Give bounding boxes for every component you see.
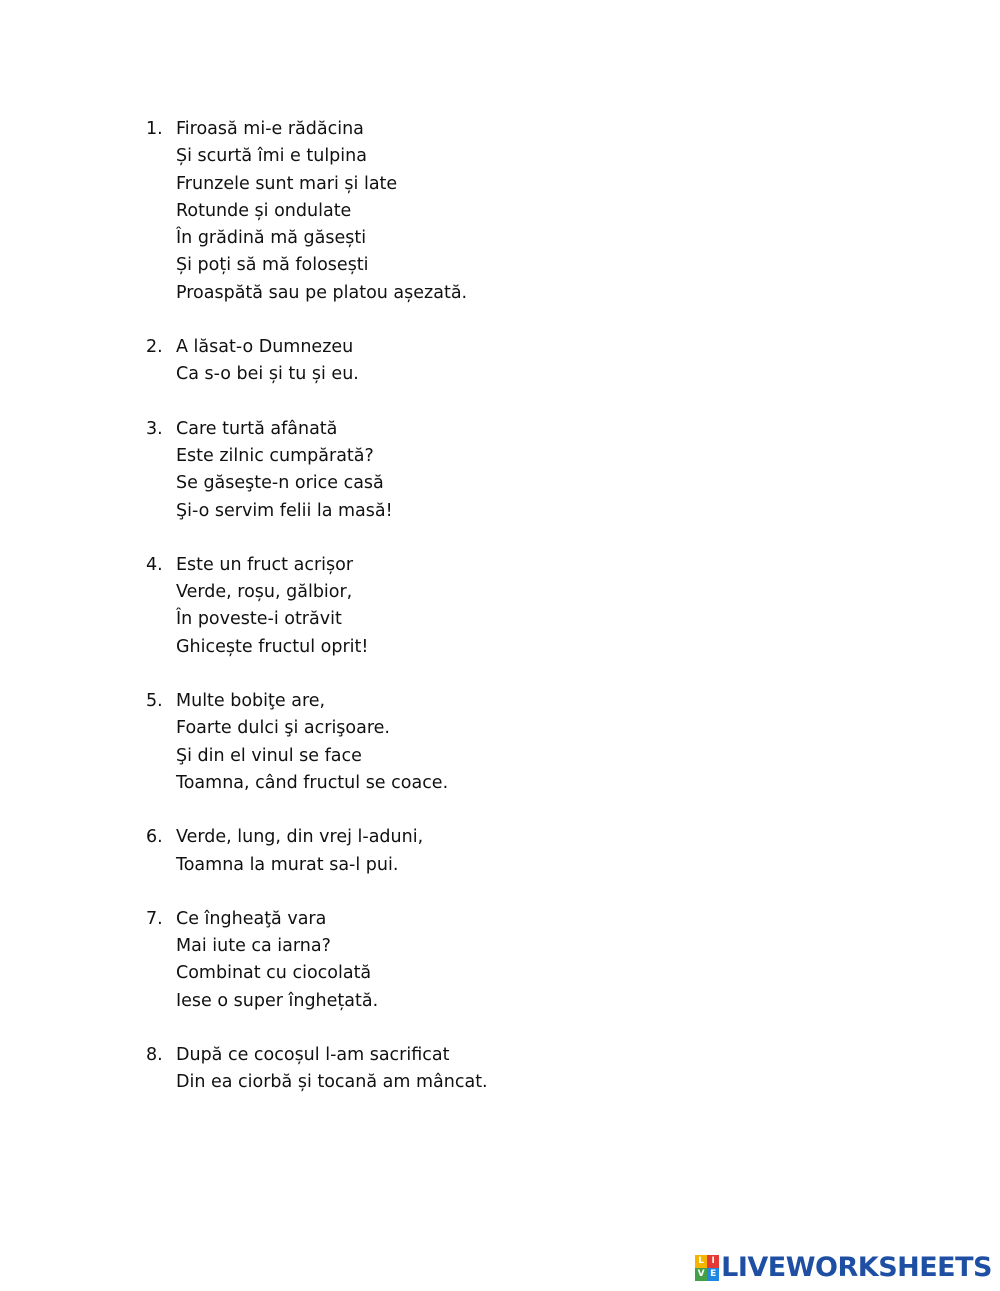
riddle-number: 6. [146,827,163,848]
riddle-line: Verde, lung, din vrej l-aduni, [176,827,424,848]
live-logo-letter: I [707,1255,719,1268]
riddle-line: Toamna, când fructul se coace. [176,772,449,793]
riddle-line: Este zilnic cumpărată? [176,445,374,466]
riddle-line: Şi din el vinul se face [176,745,362,766]
riddle-line: Este un fruct acrișor [176,554,354,575]
riddle-line: Foarte dulci şi acrişoare. [176,718,390,739]
riddle-line: Ca s-o bei și tu și eu. [176,364,359,385]
riddle-item [146,824,488,879]
riddle-line: Şi-o servim felii la masă! [176,500,393,521]
riddle-line: Multe bobiţe are, [176,691,326,712]
riddle-number: 2. [146,337,163,358]
riddle-line: Care turtă afânată [176,418,338,439]
riddle-line: Frunzele sunt mari și late [176,173,398,194]
riddle-number: 1. [146,119,163,139]
liveworksheets-logo [695,1251,992,1285]
live-logo-icon [695,1255,719,1281]
riddle-line: Iese o super înghețată. [176,990,379,1011]
riddle-item [146,552,488,661]
riddle-item [146,416,488,525]
riddle-number: 8. [146,1045,163,1066]
riddle-line: În poveste-i otrăvit [176,609,342,630]
riddle-line: Toamna la murat sa-l pui. [176,854,399,875]
riddle-line: Și poți să mă folosești [176,255,369,276]
riddle-line: În grădină mă găsești [176,228,367,249]
riddle-item [146,334,488,389]
riddle-number: 4. [146,554,163,575]
riddle-list [146,116,488,1124]
riddle-line: Proaspătă sau pe platou așezată. [176,282,468,303]
live-logo-letter: L [695,1255,707,1268]
riddle-line: A lăsat-o Dumnezeu [176,337,354,358]
riddle-item [146,1042,488,1097]
riddle-line: Și scurtă îmi e tulpina [176,146,367,167]
riddle-item [146,116,488,307]
riddle-line: Verde, roșu, gălbior, [176,582,353,603]
riddle-number: 7. [146,908,163,929]
riddle-item [146,906,488,1015]
riddle-line: După ce cocoșul l-am sacrificat [176,1045,450,1066]
riddle-item [146,688,488,797]
live-logo-letter: E [707,1268,719,1281]
riddle-number: 3. [146,418,163,439]
riddle-line: Rotunde și ondulate [176,200,352,221]
riddle-line: Firoasă mi-e rădăcina [176,119,364,139]
riddle-line: Se găseşte-n orice casă [176,473,384,494]
riddle-line: Din ea ciorbă și tocană am mâncat. [176,1072,488,1093]
riddle-number: 5. [146,691,163,712]
riddle-line: Ce îngheaţă vara [176,908,327,929]
live-logo-letter: V [695,1268,707,1281]
riddle-line: Mai iute ca iarna? [176,936,331,957]
riddle-line: Combinat cu ciocolată [176,963,372,984]
riddle-line: Ghicește fructul oprit! [176,636,369,657]
brand-name: LIVEWORKSHEETS [721,1252,992,1283]
